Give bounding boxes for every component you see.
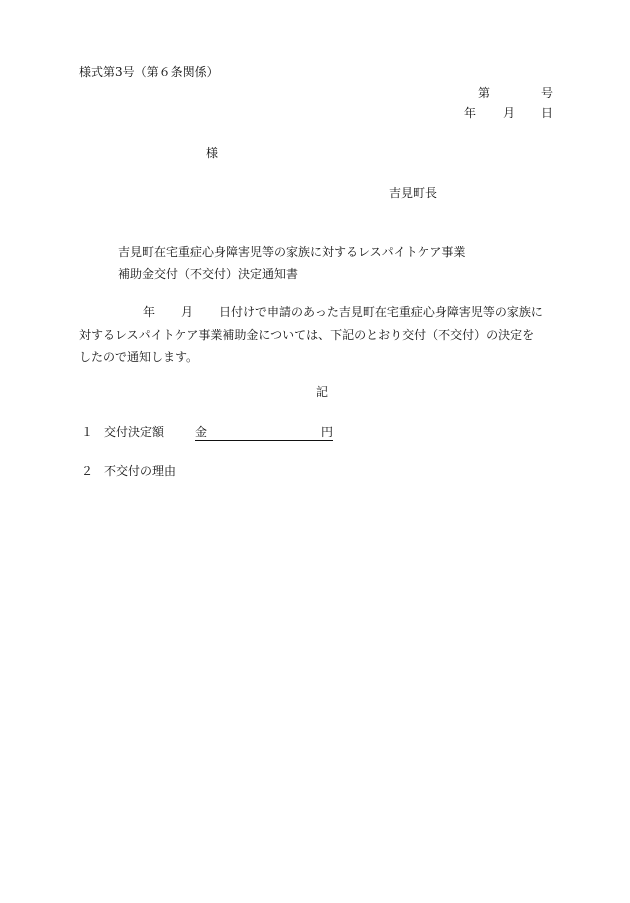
title-line-2: 補助金交付（不交付）決定通知書	[118, 267, 299, 281]
item-label: 不交付の理由	[104, 464, 177, 478]
notice-body	[79, 301, 569, 369]
amount-prefix: 金	[195, 425, 208, 439]
item-number: ２	[81, 464, 94, 478]
amount-suffix: 円	[321, 425, 334, 439]
amount-field	[195, 426, 333, 441]
date-month: 月	[503, 106, 516, 120]
body-line-1	[79, 301, 569, 324]
number-prefix: 第	[478, 86, 491, 100]
date-day: 日	[541, 106, 554, 120]
body-line-1-text: 日付けで申請のあった吉見町在宅重症心身障害児等の家族に	[219, 305, 543, 319]
sender-name: 吉見町長	[389, 186, 438, 200]
ki-heading: 記	[316, 385, 329, 399]
form-number-label: 様式第3号（第６条関係）	[79, 65, 219, 79]
body-year: 年	[143, 305, 156, 319]
body-line-2: 対するレスパイトケア事業補助金については、下記のとおり交付（不交付）の決定を	[79, 327, 535, 342]
number-suffix: 号	[541, 86, 554, 100]
title-line-1: 吉見町在宅重症心身障害児等の家族に対するレスパイトケア事業	[118, 245, 466, 259]
item-label: 交付決定額	[104, 425, 165, 439]
body-month: 月	[181, 305, 194, 319]
body-line-3: したので通知します。	[79, 350, 199, 364]
date-year: 年	[464, 106, 477, 120]
recipient-honorific: 様	[206, 146, 219, 160]
item-number: １	[81, 425, 94, 439]
